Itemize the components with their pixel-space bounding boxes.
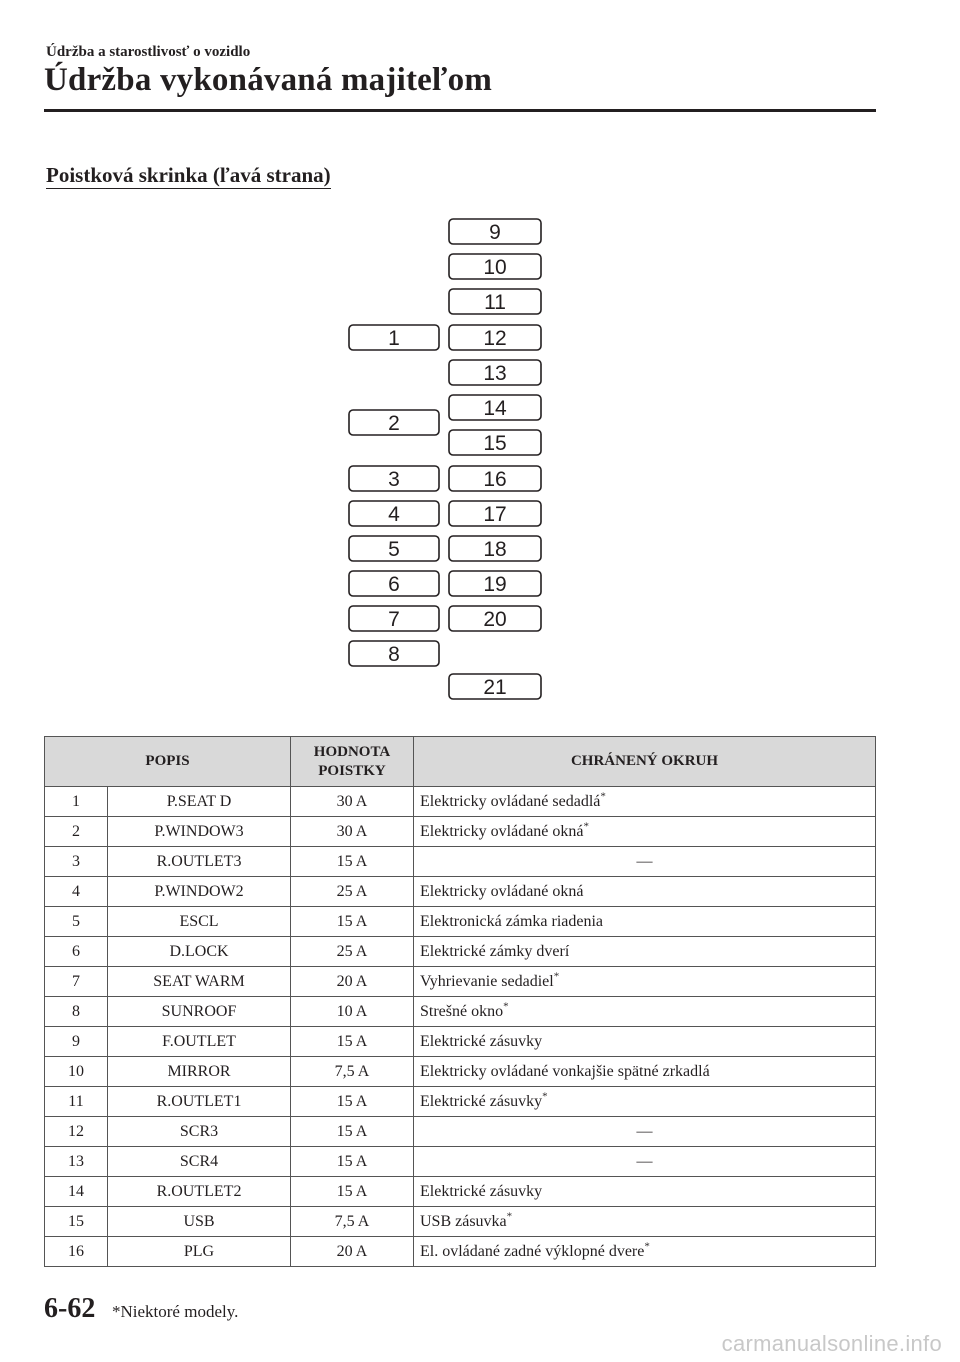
footnote-marker: * [600,790,606,803]
protected-circuit [414,997,876,1027]
fuse-label: 13 [483,362,507,385]
fuse-name: P.WINDOW2 [108,877,291,907]
circuit-text: — [636,1122,653,1140]
fuse-number: 9 [45,1027,108,1057]
protected-circuit [414,1057,876,1087]
circuit-text: Elektrické zámky dverí [420,942,570,960]
fuse-label: 15 [483,432,507,455]
fuse-number: 4 [45,877,108,907]
table-row [45,1057,876,1087]
circuit-text: Elektricky ovládané sedadlá [420,792,601,810]
table-row [45,1027,876,1057]
circuit-text: Elektronická zámka riadenia [420,912,604,930]
fuse-name: ESCL [108,907,291,937]
footnote-marker: * [542,1090,548,1103]
fuse-label: 18 [483,538,507,561]
protected-circuit [414,1087,876,1117]
fuse-number: 16 [45,1237,108,1267]
circuit-text: — [636,852,653,870]
fuse-number: 6 [45,937,108,967]
fuse-slot-left [349,466,439,491]
header-popis: POPIS [45,737,291,787]
fuse-rating: 15 A [291,1087,414,1117]
circuit-text: Elektrické zásuvky [420,1092,543,1110]
table-row [45,787,876,817]
fuse-table [44,736,876,1267]
fuse-name: R.OUTLET2 [108,1177,291,1207]
fuse-name: SEAT WARM [108,967,291,997]
fuse-number: 13 [45,1147,108,1177]
protected-circuit [414,847,876,877]
fuse-name: MIRROR [108,1057,291,1087]
fuse-label: 4 [388,503,400,526]
protected-circuit [414,1207,876,1237]
fuse-number: 5 [45,907,108,937]
circuit-text: Elektricky ovládané okná [420,822,584,840]
fuse-label: 2 [388,412,400,435]
fuse-slot-right [449,325,541,350]
fuse-label: 16 [483,468,507,491]
fuse-label: 7 [388,608,400,631]
fuse-name: SUNROOF [108,997,291,1027]
fuse-slot-right [449,219,541,244]
fuse-label: 19 [483,573,507,596]
protected-circuit [414,1237,876,1267]
table-row [45,967,876,997]
fuse-label: 12 [483,327,507,350]
fuse-slot-right [449,254,541,279]
fuse-label: 6 [388,573,400,596]
fuse-slot-right [449,466,541,491]
circuit-text: USB zásuvka [420,1212,507,1230]
fuse-number: 14 [45,1177,108,1207]
fuse-label: 20 [483,608,507,631]
section-heading: Poistková skrinka (ľavá strana) [46,163,331,187]
fuse-number: 8 [45,997,108,1027]
fuse-name: USB [108,1207,291,1237]
fuse-rating: 15 A [291,847,414,877]
fuse-slot-right [449,501,541,526]
fuse-name: D.LOCK [108,937,291,967]
fuse-number: 12 [45,1117,108,1147]
table-row [45,1207,876,1237]
header-hodnota [291,737,414,787]
table-row [45,907,876,937]
circuit-text: Elektrické zásuvky [420,1182,543,1200]
fuse-slot-right [449,395,541,420]
section-label: Údržba a starostlivosť o vozidlo [46,44,251,60]
fuse-name: PLG [108,1237,291,1267]
table-header-row [45,737,876,787]
watermark: carmanualsonline.info [721,1331,942,1356]
fuse-rating: 15 A [291,1117,414,1147]
fuse-name: F.OUTLET [108,1027,291,1057]
fuse-slot-right [449,536,541,561]
fuse-slot-left [349,606,439,631]
fuse-label: 3 [388,468,400,491]
footnote-marker: * [583,820,589,833]
fuse-label: 8 [388,643,400,666]
table-row [45,1087,876,1117]
fuse-number: 2 [45,817,108,847]
fuse-name: SCR3 [108,1117,291,1147]
protected-circuit [414,1177,876,1207]
fuse-name: P.WINDOW3 [108,817,291,847]
page-number: 6-62 [44,1293,96,1324]
protected-circuit [414,1027,876,1057]
table-row [45,1237,876,1267]
fuse-rating: 20 A [291,1237,414,1267]
circuit-text: Elektricky ovládané vonkajšie spätné zrkadlá [420,1062,710,1080]
circuit-text: Elektricky ovládané okná [420,882,584,900]
fuse-slot-right [449,430,541,455]
circuit-text: Vyhrievanie sedadiel [420,972,554,990]
footnote-marker: * [506,1210,513,1223]
fuse-slot-right [449,289,541,314]
fuse-label: 17 [483,503,507,526]
fuse-rating: 20 A [291,967,414,997]
fuse-slot-right [449,360,541,385]
header-hodnota-line2: POISTKY [318,762,386,779]
fuse-name: P.SEAT D [108,787,291,817]
fuse-slot-left [349,641,439,666]
fuse-rating: 7,5 A [291,1057,414,1087]
fuse-label: 9 [489,221,501,244]
fuse-slot-left [349,536,439,561]
table-row [45,877,876,907]
table-row [45,1117,876,1147]
fuse-rating: 15 A [291,1177,414,1207]
fuse-number: 15 [45,1207,108,1237]
fuse-name: SCR4 [108,1147,291,1177]
fuse-rating: 15 A [291,1147,414,1177]
fuse-number: 10 [45,1057,108,1087]
fuse-name: R.OUTLET1 [108,1087,291,1117]
protected-circuit [414,1117,876,1147]
header-okruh: CHRÁNENÝ OKRUH [414,737,876,787]
table-row [45,1177,876,1207]
protected-circuit [414,817,876,847]
fuse-rating: 15 A [291,907,414,937]
fuse-label: 11 [484,291,506,314]
fuse-label: 10 [483,256,507,279]
table-row [45,847,876,877]
fuse-name: R.OUTLET3 [108,847,291,877]
fuse-rating: 15 A [291,1027,414,1057]
fuse-number: 11 [45,1087,108,1117]
fuse-rating: 10 A [291,997,414,1027]
footnote: *Niektoré modely. [112,1302,239,1321]
protected-circuit [414,877,876,907]
fuse-slot-left [349,501,439,526]
circuit-text: El. ovládané zadné výklopné dvere [420,1242,645,1260]
fuse-label: 5 [388,538,400,561]
fuse-slot-right [449,674,541,699]
protected-circuit [414,907,876,937]
fuse-label: 21 [483,676,507,699]
header-hodnota-line1: HODNOTA [313,743,391,760]
page-title: Údržba vykonávaná majiteľom [44,62,493,98]
fuse-number: 3 [45,847,108,877]
fuse-rating: 30 A [291,817,414,847]
circuit-text: Strešné okno [420,1002,504,1020]
protected-circuit [414,787,876,817]
fuse-rating: 25 A [291,877,414,907]
fuse-number: 7 [45,967,108,997]
fuse-slot-left [349,410,439,435]
footnote-marker: * [553,970,560,983]
footnote-marker: * [644,1240,650,1253]
fuse-slot-left [349,571,439,596]
table-row [45,817,876,847]
protected-circuit [414,1147,876,1177]
fuse-rating: 30 A [291,787,414,817]
fuse-slot-right [449,571,541,596]
table-row [45,997,876,1027]
circuit-text: Elektrické zásuvky [420,1032,543,1050]
fuse-slot-right [449,606,541,631]
fuse-rating: 25 A [291,937,414,967]
table-row [45,1147,876,1177]
fuse-number: 1 [45,787,108,817]
fuse-table-body [45,787,876,1267]
fuse-label: 14 [483,397,507,420]
protected-circuit [414,937,876,967]
footnote-marker: * [503,1000,509,1013]
protected-circuit [414,967,876,997]
fuse-slot-left [349,325,439,350]
table-row [45,937,876,967]
circuit-text: — [636,1152,653,1170]
fuse-label: 1 [388,327,400,350]
fuse-rating: 7,5 A [291,1207,414,1237]
